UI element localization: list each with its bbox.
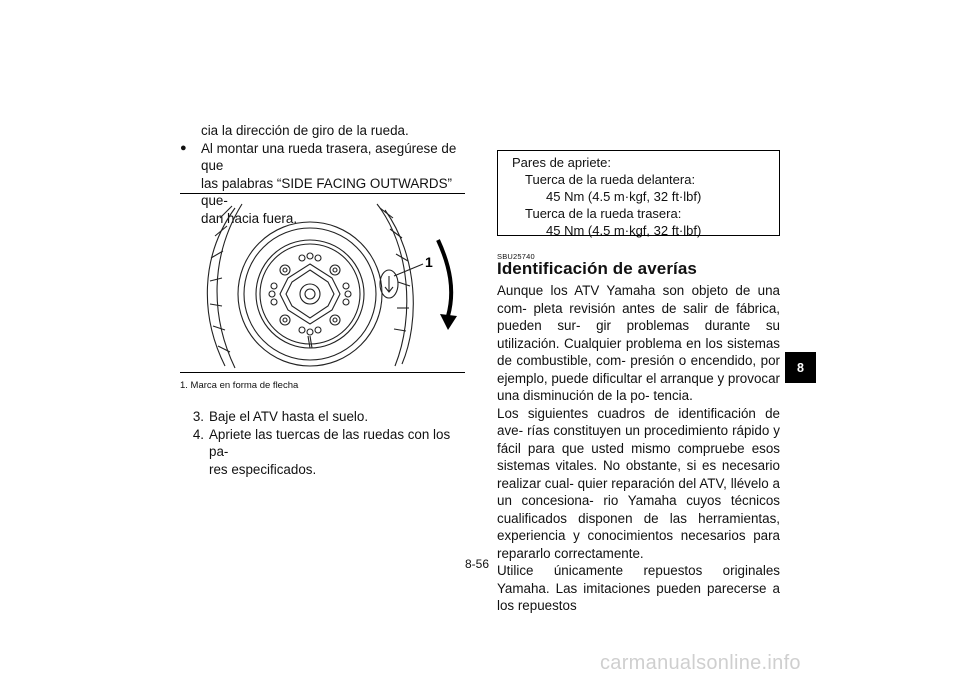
rear-nut-value: 45 Nm (4.5 m·kgf, 32 ft·lbf)	[546, 223, 702, 238]
rear-nut-label: Tuerca de la rueda trasera:	[525, 206, 682, 221]
step-number: 3.	[192, 409, 204, 424]
step-line: Apriete las tuercas de las ruedas con los pa-	[209, 426, 451, 459]
figure-top-rule	[180, 193, 465, 194]
torque-spec-box	[497, 150, 780, 236]
front-nut-label: Tuerca de la rueda delantera:	[525, 172, 696, 187]
figure-bottom-rule	[180, 372, 465, 373]
section-heading: Identificación de averías	[497, 259, 697, 278]
rotation-arrow-icon	[438, 240, 451, 316]
watermark: carmanualsonline.info	[600, 652, 801, 674]
wheel-illustration	[180, 196, 465, 372]
step-line: res especificados.	[209, 461, 317, 477]
page-number: 8-56	[465, 557, 490, 571]
bullet-line: Al montar una rueda trasera, asegúrese de que	[201, 140, 457, 173]
front-nut-value: 45 Nm (4.5 m·kgf, 32 ft·lbf)	[546, 189, 702, 204]
torque-title: Pares de apriete:	[512, 155, 612, 170]
bullet-line: las palabras “SIDE FACING OUTWARDS” que-	[201, 175, 452, 208]
paragraph: Aunque los ATV Yamaha son objeto de una com- pleta revisión antes de salir de fábrica, pueden sur- gir problemas durante su utilización. Cualquier problema en los sistemas de combustible, com- presión o encendido, por ejemplo, puede dificultar el arranque y provocar una disminución de la po- tencia.	[497, 283, 780, 403]
chapter-tab: 8	[785, 352, 816, 383]
intro-line: cia la dirección de giro de la rueda.	[201, 123, 409, 138]
figure-caption: 1. Marca en forma de flecha	[180, 380, 299, 391]
right-column-body	[497, 282, 780, 615]
figure-callout-number: 1	[425, 254, 433, 270]
tire-left-edge	[207, 208, 235, 366]
step-line: Baje el ATV hasta el suelo.	[209, 409, 369, 424]
bullet-dot-icon: ●	[180, 141, 187, 154]
step-item	[180, 426, 465, 479]
step-item	[180, 408, 465, 426]
section-code: SBU25740	[497, 252, 535, 261]
paragraph: Los siguientes cuadros de identificación de ave- rías constituyen un procedimiento rápido y fácil para que usted mismo compruebe esos sistemas vitales. No obstante, si es necesario realizar cual- quier reparación del ATV, llévelo a un concesiona- rio Yamaha cuyos técnicos cualificados disponen de las herramientas, experiencia y conocimientos necesarios para repararlo correctamente.	[497, 405, 781, 561]
step-number: 4.	[192, 426, 204, 442]
bullet-line: dan hacia fuera.	[201, 210, 298, 226]
paragraph: Utilice únicamente repuestos originales Yamaha. Las imitaciones pueden parecerse a los repuestos	[497, 563, 780, 613]
steps-list	[180, 408, 465, 478]
